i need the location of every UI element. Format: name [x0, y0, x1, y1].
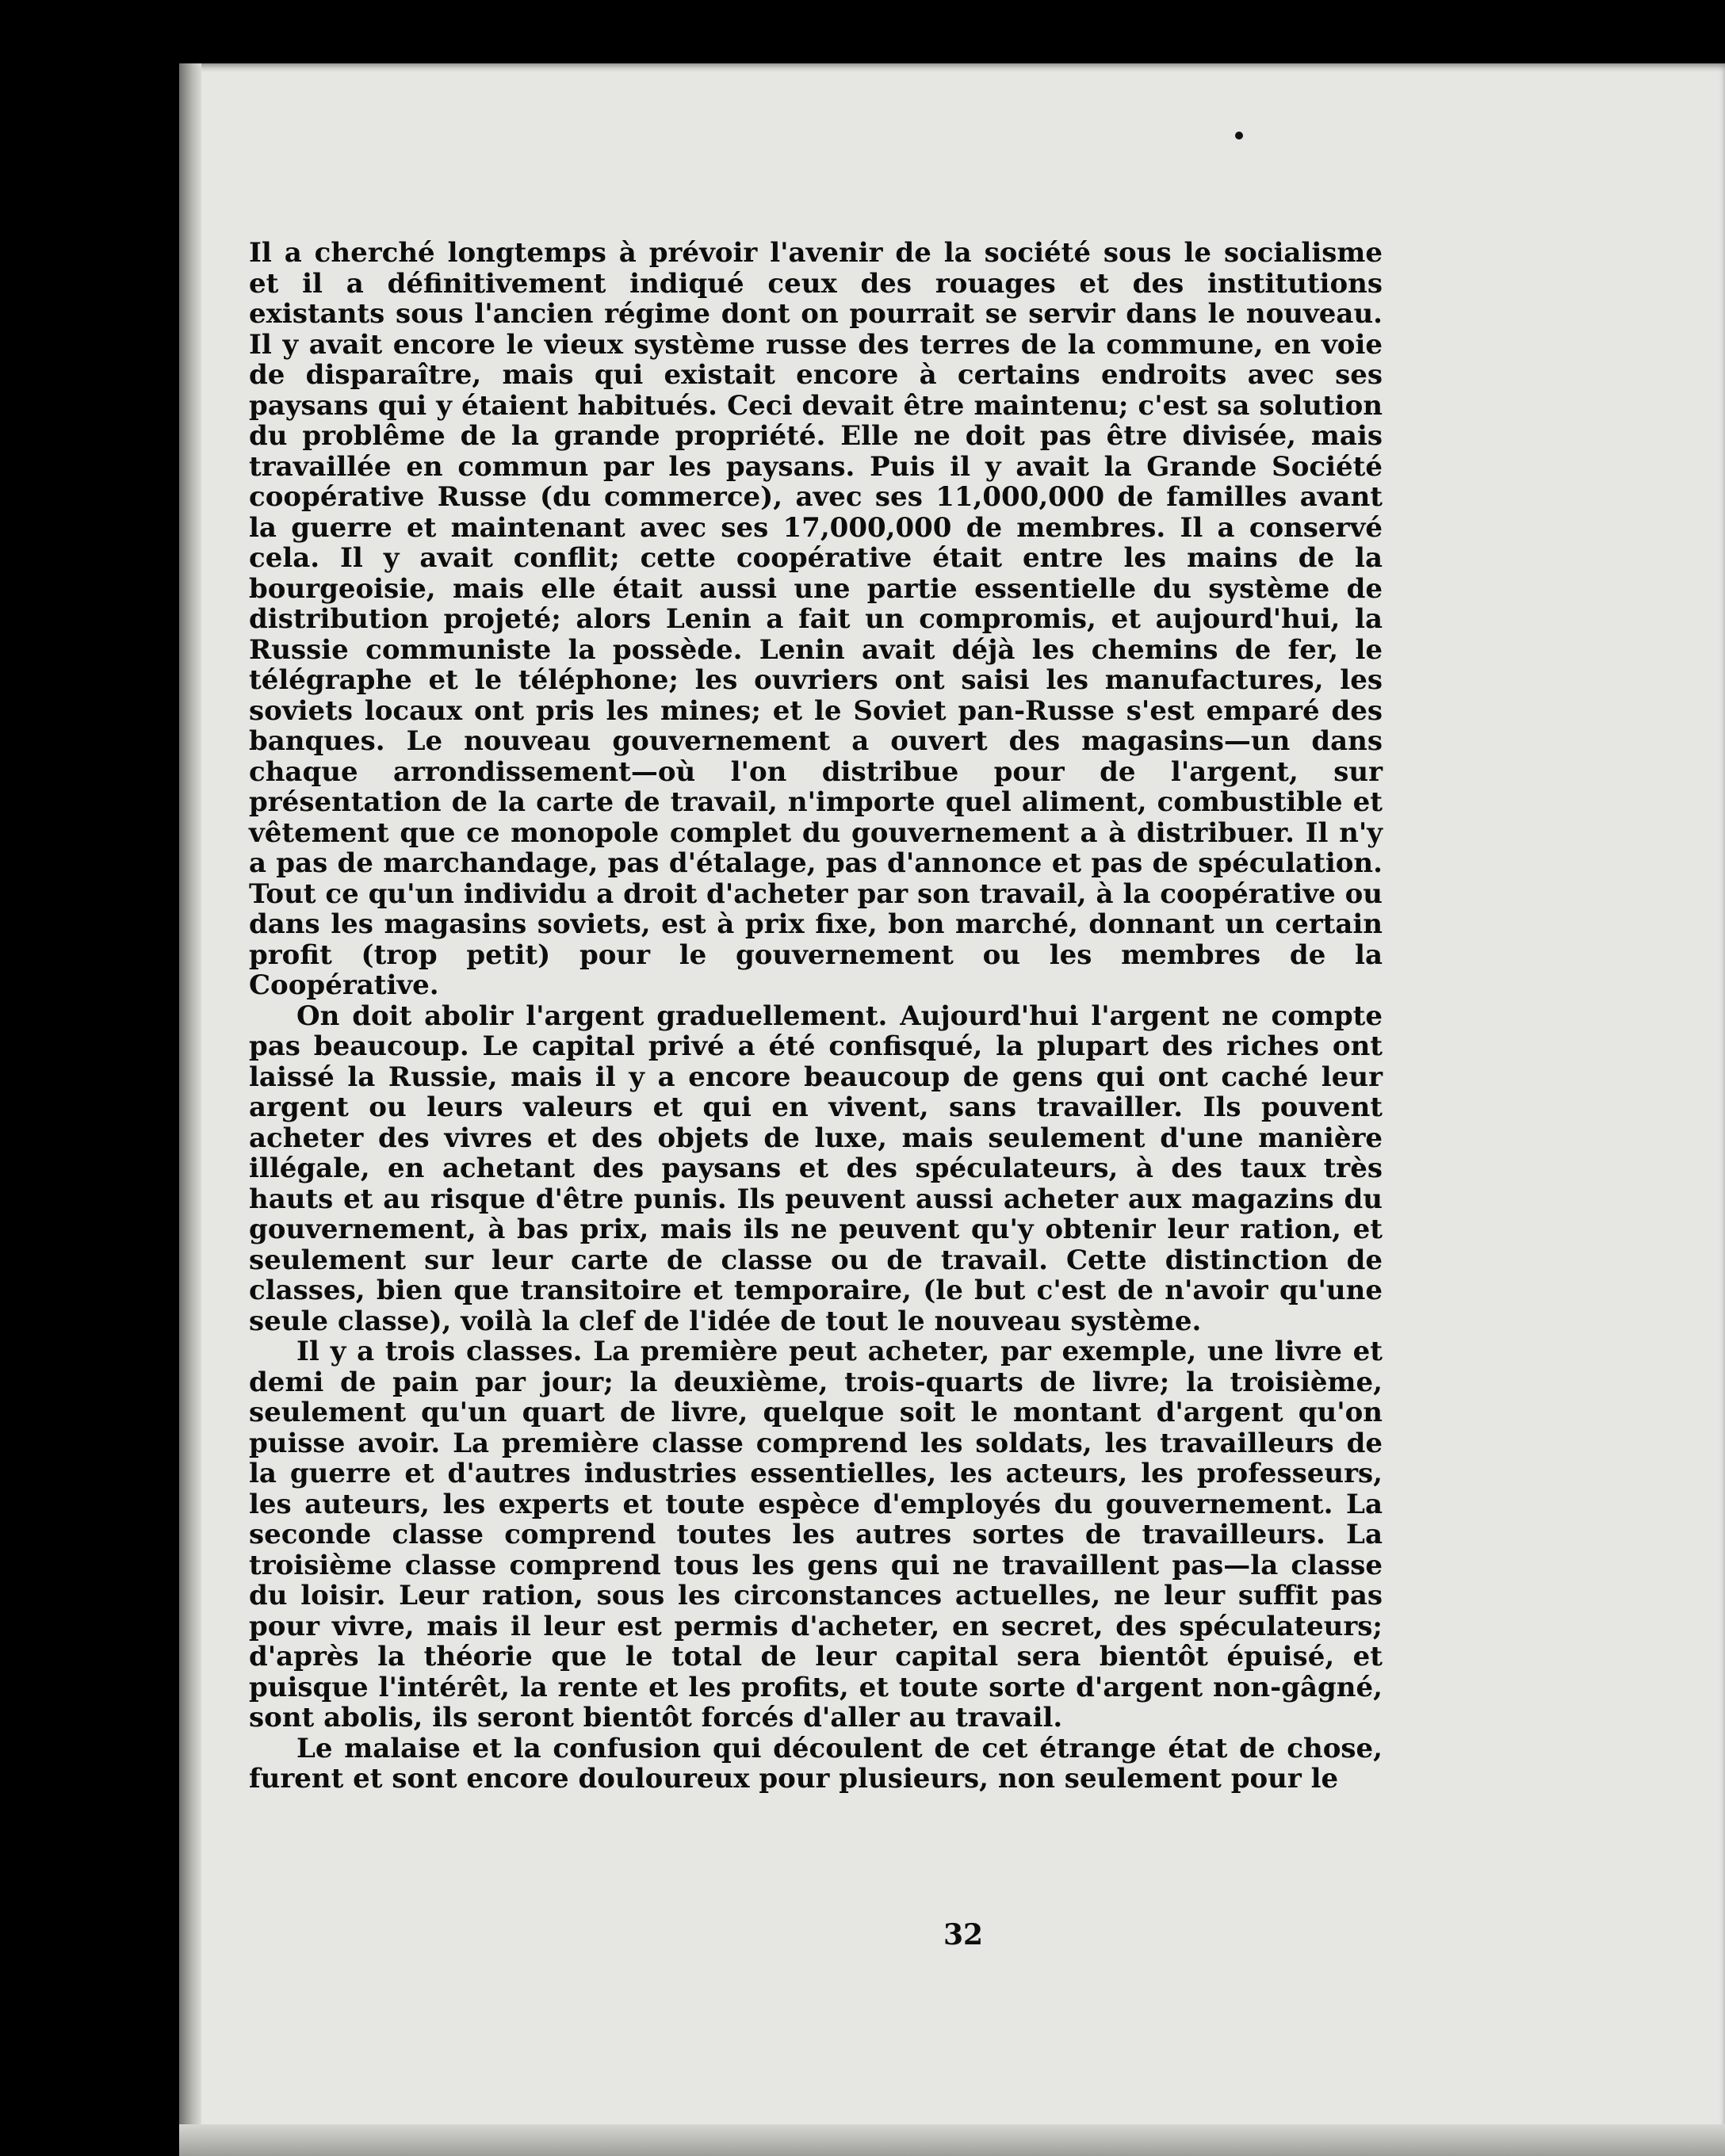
- paragraph-4: Le malaise et la confusion qui découlent de cet étrange état de chose, furent et sont encore douloureux pour plusieurs, non seulement pour le: [249, 1732, 1383, 1795]
- paragraph-1: Il a cherché longtemps à prévoir l'avenir de la société sous le socialisme et il a définitivement indiqué ceux des rouages et des institutions existants sous l'ancien régime dont on pourrait se servir dans le nouveau. Il y avait encore le vieux système russe des terres de la commune, en voie de disparaître, mais qui existait encore à certains endroits avec ses paysans qui y étaient habitués. Ceci devait être maintenu; c'est sa solution du problême de la grande propriété. Elle ne doit pas être divisée, mais travaillée en commun par les paysans. Puis il y avait la Grande Société coopérative Russe (du commerce), avec ses 11,000,000 de familles avant la guerre et maintenant avec ses 17,000,000 de membres. Il a conservé cela. Il y avait conflit; cette coopérative était entre les mains de la bourgeoisie, mais elle était aussi une partie essentielle du système de distribution projeté; alors Lenin a fait un compromis, et aujourd'hui, la Russie communiste la possède. Lenin avait déjà les chemins de fer, le télégraphe et le téléphone; les ouvriers ont saisi les manufactures, les soviets locaux ont pris les mines; et le Soviet pan-Russe s'est emparé des banques. Le nouveau gouvernement a ouvert des magasins—un dans chaque arrondissement—où l'on distribue pour de l'argent, sur présentation de la carte de travail, n'importe quel aliment, combustible et vêtement que ce monopole complet du gouvernement a à distribuer. Il n'y a pas de marchandage, pas d'étalage, pas d'annonce et pas de spéculation. Tout ce qu'un individu a droit d'acheter par son travail, à la coopérative ou dans les magasins soviets, est à prix fixe, bon marché, donnant un certain profit (trop petit) pour le gouvernement ou les membres de la Coopérative.: [249, 237, 1383, 1001]
- page-bottom-edge: [179, 2124, 1725, 2156]
- page-number: 32: [943, 1918, 984, 1951]
- paragraph-3: Il y a trois classes. La première peut acheter, par exemple, une livre et demi de pain par jour; la deuxième, trois-quarts de livre; la troisième, seulement qu'un quart de livre, quelque soit le montant d'argent qu'on puisse avoir. La première classe comprend les soldats, les travailleurs de la guerre et d'autres industries essentielles, les acteurs, les professeurs, les auteurs, les experts et toute espèce d'employés du gouvernement. La seconde classe comprend toutes les autres sortes de travailleurs. La troisième classe comprend tous les gens qui ne travaillent pas—la classe du loisir. Leur ration, sous les circonstances actuelles, ne leur suffit pas pour vivre, mais il leur est permis d'acheter, en secret, des spéculateurs; d'après la théorie que le total de leur capital sera bientôt épuisé, et puisque l'intérêt, la rente et les profits, et toute sorte d'argent non-gâgné, sont abolis, ils seront bientôt forcés d'aller au travail.: [249, 1336, 1383, 1734]
- body-text: [249, 238, 1383, 1795]
- page-binding-edge: [179, 63, 201, 2156]
- paragraph-2: On doit abolir l'argent graduellement. Aujourd'hui l'argent ne compte pas beaucoup. Le capital privé a été confisqué, la plupart des riches ont laissé la Russie, mais il y a encore beaucoup de gens qui ont caché leur argent ou leurs valeurs et qui en vivent, sans travailler. Ils pouvent acheter des vivres et des objets de luxe, mais seulement d'une manière illégale, en achetant des paysans et des spéculateurs, à des taux très hauts et au risque d'être punis. Ils peuvent aussi acheter aux magazins du gouvernement, à bas prix, mais ils ne peuvent qu'y obtenir leur ration, et seulement sur leur carte de classe ou de travail. Cette distinction de classes, bien que transitoire et temporaire, (le but c'est de n'avoir qu'une seule classe), voilà la clef de l'idée de tout le nouveau système.: [249, 1000, 1383, 1337]
- ink-speck: [1235, 132, 1243, 140]
